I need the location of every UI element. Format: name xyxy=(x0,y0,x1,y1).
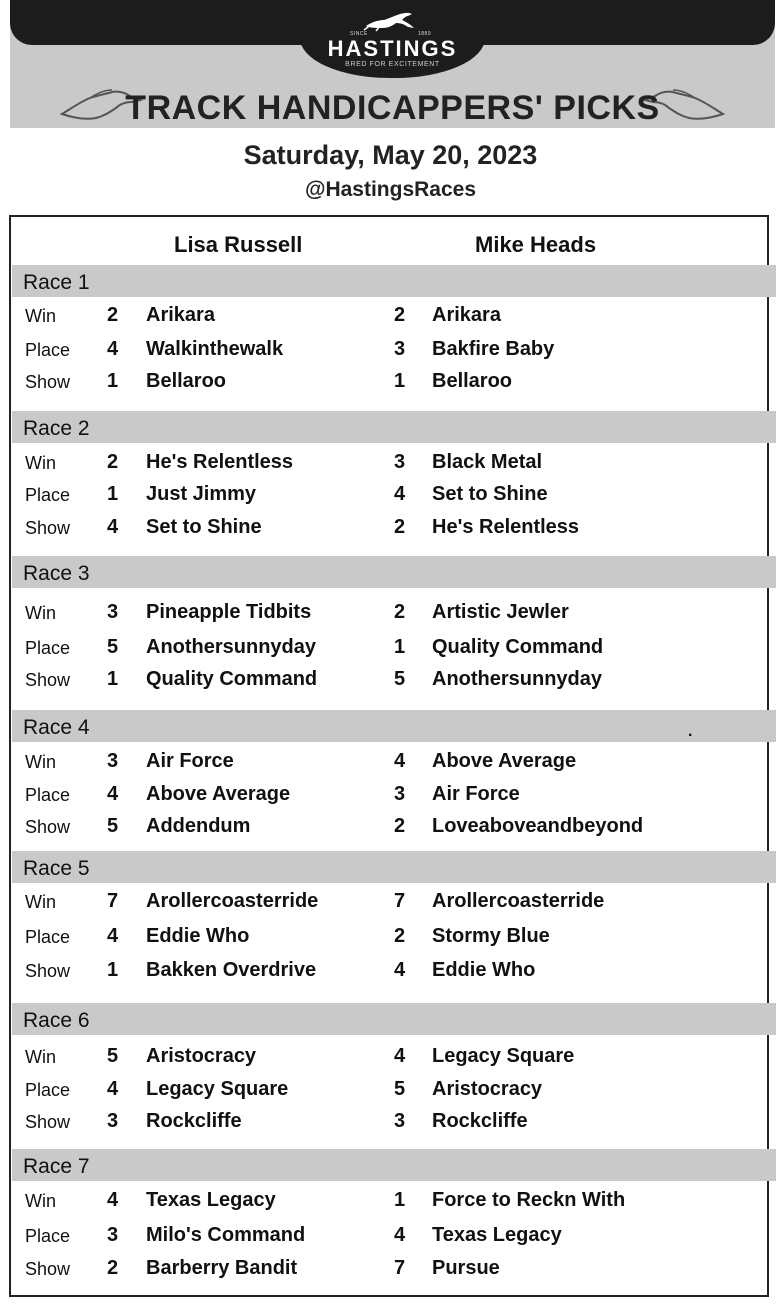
mike-program-number: 4 xyxy=(394,750,406,772)
lisa-program-number: 5 xyxy=(107,815,119,837)
picks-board xyxy=(9,215,769,1297)
lisa-program-number: 3 xyxy=(107,1224,119,1246)
mike-program-number: 5 xyxy=(394,668,406,690)
finish-position: Win xyxy=(25,453,56,473)
race-label: Race 1 xyxy=(23,271,90,294)
mike-horse-name: Eddie Who xyxy=(432,959,536,981)
finish-position: Place xyxy=(25,638,71,658)
social-handle: @HastingsRaces xyxy=(304,178,477,201)
mike-horse-name: Texas Legacy xyxy=(432,1224,562,1246)
lisa-program-number: 4 xyxy=(107,338,119,360)
lisa-horse-name: Air Force xyxy=(146,750,234,772)
mike-program-number: 3 xyxy=(394,1110,406,1132)
mike-program-number: 4 xyxy=(394,483,406,505)
mike-horse-name: Bellaroo xyxy=(432,370,513,392)
mike-horse-name: Bakfire Baby xyxy=(432,338,555,360)
finish-position: Show xyxy=(25,961,71,981)
mike-horse-name: Set to Shine xyxy=(432,483,548,505)
race-header-band xyxy=(12,411,776,443)
mike-program-number: 2 xyxy=(394,925,406,947)
lisa-horse-name: Anothersunnyday xyxy=(146,636,317,658)
mike-horse-name: Arikara xyxy=(432,304,501,326)
lisa-horse-name: Above Average xyxy=(146,783,291,805)
finish-position: Show xyxy=(25,518,71,538)
mike-program-number: 1 xyxy=(394,636,406,658)
mike-horse-name: Aristocracy xyxy=(432,1078,543,1100)
header-banner xyxy=(10,0,775,128)
lisa-horse-name: Arikara xyxy=(146,304,215,326)
race-label: Race 6 xyxy=(23,1009,90,1032)
race-label: Race 5 xyxy=(23,857,90,880)
lisa-horse-name: Quality Command xyxy=(146,668,318,690)
hastings-logo xyxy=(300,0,485,78)
race-label: Race 7 xyxy=(23,1155,90,1178)
stray-mark: . xyxy=(688,723,693,740)
finish-position: Place xyxy=(25,1226,71,1246)
finish-position: Place xyxy=(25,340,71,360)
finish-position: Win xyxy=(25,306,56,326)
lisa-program-number: 4 xyxy=(107,516,119,538)
finish-position: Win xyxy=(25,603,56,623)
mike-program-number: 4 xyxy=(394,959,406,981)
finish-position: Show xyxy=(25,1112,71,1132)
mike-program-number: 4 xyxy=(394,1045,406,1067)
lisa-horse-name: Pineapple Tidbits xyxy=(146,601,312,623)
lisa-horse-name: Walkinthewalk xyxy=(146,338,284,360)
mike-program-number: 5 xyxy=(394,1078,406,1100)
mike-program-number: 3 xyxy=(394,338,406,360)
mike-program-number: 3 xyxy=(394,783,406,805)
finish-position: Place xyxy=(25,1080,71,1100)
race-header-band xyxy=(12,265,776,297)
lisa-horse-name: Set to Shine xyxy=(146,516,262,538)
mike-program-number: 7 xyxy=(394,890,406,912)
race-header-band xyxy=(12,556,776,588)
mike-horse-name: He's Relentless xyxy=(432,516,580,538)
mike-horse-name: Black Metal xyxy=(432,451,543,473)
lisa-program-number: 3 xyxy=(107,601,119,623)
handicapper-name-mike: Mike Heads xyxy=(475,232,597,257)
lisa-horse-name: Arollercoasterride xyxy=(146,890,319,912)
logo-year: 1889 xyxy=(418,31,432,37)
lisa-program-number: 3 xyxy=(107,750,119,772)
mike-horse-name: Pursue xyxy=(432,1257,500,1279)
mike-horse-name: Air Force xyxy=(432,783,520,805)
mike-program-number: 1 xyxy=(394,1189,406,1211)
finish-position: Win xyxy=(25,892,56,912)
lisa-horse-name: Texas Legacy xyxy=(146,1189,276,1211)
logo-since: SINCE xyxy=(350,31,368,37)
race-label: Race 4 xyxy=(23,716,90,739)
lisa-program-number: 4 xyxy=(107,783,119,805)
lisa-program-number: 4 xyxy=(107,1189,119,1211)
finish-position: Place xyxy=(25,927,71,947)
mike-program-number: 3 xyxy=(394,451,406,473)
racehorse-logo-icon xyxy=(362,10,422,32)
lisa-horse-name: He's Relentless xyxy=(146,451,294,473)
lisa-program-number: 5 xyxy=(107,1045,119,1067)
lisa-program-number: 7 xyxy=(107,890,119,912)
race-label: Race 2 xyxy=(23,417,90,440)
finish-position: Place xyxy=(25,485,71,505)
mike-program-number: 2 xyxy=(394,815,406,837)
lisa-horse-name: Legacy Square xyxy=(146,1078,289,1100)
logo-name: HASTINGS xyxy=(327,36,458,61)
race-header-band xyxy=(12,851,776,883)
lisa-program-number: 5 xyxy=(107,636,119,658)
finish-position: Place xyxy=(25,785,71,805)
finish-position: Show xyxy=(25,372,71,392)
mike-horse-name: Legacy Square xyxy=(432,1045,575,1067)
lisa-horse-name: Barberry Bandit xyxy=(146,1257,298,1279)
lisa-program-number: 3 xyxy=(107,1110,119,1132)
lisa-program-number: 1 xyxy=(107,959,119,981)
finish-position: Show xyxy=(25,670,71,690)
logo-tagline: BRED FOR EXCITEMENT xyxy=(345,61,440,68)
lisa-horse-name: Just Jimmy xyxy=(146,483,257,505)
mike-program-number: 2 xyxy=(394,304,406,326)
lisa-horse-name: Addendum xyxy=(146,815,251,837)
lisa-program-number: 1 xyxy=(107,483,119,505)
lisa-horse-name: Bellaroo xyxy=(146,370,227,392)
race-header-band xyxy=(12,1149,776,1181)
mike-program-number: 2 xyxy=(394,601,406,623)
race-header-band xyxy=(12,1003,776,1035)
finish-position: Win xyxy=(25,1191,56,1211)
mike-horse-name: Loveaboveandbeyond xyxy=(432,815,644,837)
lisa-program-number: 2 xyxy=(107,1257,119,1279)
lisa-program-number: 4 xyxy=(107,925,119,947)
mike-program-number: 2 xyxy=(394,516,406,538)
mike-horse-name: Anothersunnyday xyxy=(432,668,603,690)
page-title: TRACK HANDICAPPERS' PICKS xyxy=(125,89,660,127)
lisa-program-number: 2 xyxy=(107,451,119,473)
race-label: Race 3 xyxy=(23,562,90,585)
mike-program-number: 4 xyxy=(394,1224,406,1246)
handicapper-name-lisa: Lisa Russell xyxy=(174,232,303,257)
mike-horse-name: Force to Reckn With xyxy=(432,1189,626,1211)
race-date: Saturday, May 20, 2023 xyxy=(243,140,538,170)
mike-program-number: 1 xyxy=(394,370,406,392)
mike-horse-name: Rockcliffe xyxy=(432,1110,528,1132)
mike-horse-name: Above Average xyxy=(432,750,577,772)
mike-horse-name: Artistic Jewler xyxy=(432,601,569,623)
lisa-horse-name: Rockcliffe xyxy=(146,1110,242,1132)
lisa-program-number: 2 xyxy=(107,304,119,326)
lisa-program-number: 1 xyxy=(107,668,119,690)
lisa-program-number: 1 xyxy=(107,370,119,392)
mike-horse-name: Quality Command xyxy=(432,636,604,658)
finish-position: Show xyxy=(25,817,71,837)
mike-program-number: 7 xyxy=(394,1257,406,1279)
lisa-horse-name: Aristocracy xyxy=(146,1045,257,1067)
mike-horse-name: Arollercoasterride xyxy=(432,890,605,912)
lisa-horse-name: Eddie Who xyxy=(146,925,250,947)
lisa-program-number: 4 xyxy=(107,1078,119,1100)
lisa-horse-name: Bakken Overdrive xyxy=(146,959,317,981)
finish-position: Win xyxy=(25,752,56,772)
race-header-band xyxy=(12,710,776,742)
finish-position: Show xyxy=(25,1259,71,1279)
mike-horse-name: Stormy Blue xyxy=(432,925,550,947)
lisa-horse-name: Milo's Command xyxy=(146,1224,306,1246)
finish-position: Win xyxy=(25,1047,56,1067)
